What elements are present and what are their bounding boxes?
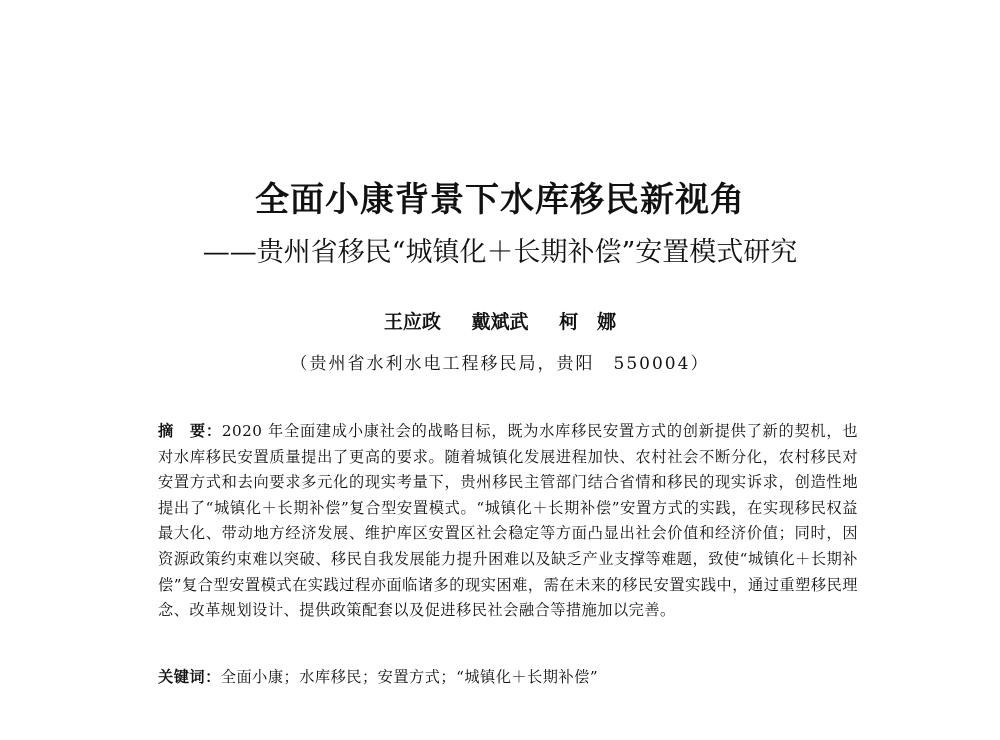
keywords <box>158 665 858 691</box>
paper-subtitle: ——贵州省移民“城镇化＋长期补偿”安置模式研究 <box>202 237 798 268</box>
keywords-text: 全面小康；水库移民；安置方式；“城镇化＋长期补偿” <box>220 668 599 686</box>
author-name: 王应政 <box>383 311 441 333</box>
author-name: 戴斌武 <box>471 311 529 333</box>
abstract <box>158 419 858 624</box>
author-affiliation: （贵州省水利水电工程移民局，贵阳 550004） <box>290 354 710 374</box>
abstract-label: 摘 要： <box>158 422 222 440</box>
author-list <box>0 308 1000 336</box>
author-name: 柯 娜 <box>559 311 617 333</box>
abstract-text: 2020 年全面建成小康社会的战略目标，既为水库移民安置方式的创新提供了新的契机，也对水库移民安置质量提出了更高的要求。随着城镇化发展进程加快、农村社会不断分化，农村移民对安置方式和去向要求多元化的现实考量下，贵州移民主管部门结合省情和移民的现实诉求，创造性地提出了“城镇化＋长期补偿”复合型安置模式。“城镇化＋长期补偿”安置方式的实践，在实现移民权益最大化、带动地方经济发展、维护库区安置区社会稳定等方面凸显出社会价值和经济价值；同时，因资源政策约束难以突破、移民自我发展能力提升困难以及缺乏产业支撑等难题，致使“城镇化＋长期补偿”复合型安置模式在实践过程亦面临诸多的现实困难，需在未来的移民安置实践中，通过重塑移民理念、改革规划设计、提供政策配套以及促进移民社会融合等措施加以完善。 <box>158 422 859 620</box>
paper-title: 全面小康背景下水库移民新视角 <box>255 180 745 220</box>
keywords-label: 关键词： <box>158 668 221 686</box>
